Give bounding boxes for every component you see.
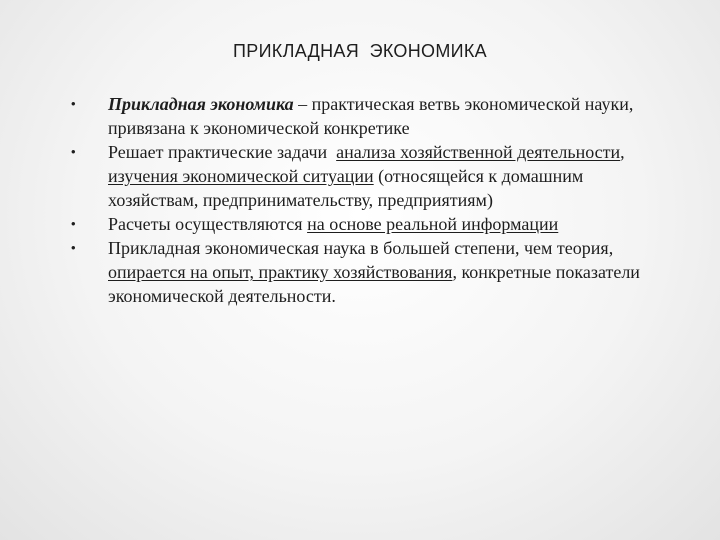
text-segment: , (620, 142, 625, 162)
slide-title: ПРИКЛАДНАЯ ЭКОНОМИКА (233, 41, 487, 61)
text-segment: , конкретные показатели экономической деятельности. (108, 262, 640, 306)
text-segment: Прикладная экономическая наука в большей степени, чем теория, (108, 238, 614, 258)
bullet-dot: • (71, 240, 76, 255)
text-segment: (относящейся к домашним хозяйствам, предпринимательству, предприятиям) (108, 166, 584, 210)
bullet-item-3 (71, 212, 653, 236)
text-segment: Расчеты осуществляются (108, 214, 308, 234)
bullet-item-1 (71, 92, 653, 140)
text-segment: – практическая ветвь экономической науки, привязана к экономической конкретике (108, 94, 634, 138)
bullet-dot: • (71, 144, 76, 159)
text-segment: Решает практические задачи (108, 142, 337, 162)
bullet-item-4 (71, 236, 653, 308)
bullet-list (71, 92, 653, 308)
underlined-phrase: изучения экономической ситуации (108, 166, 374, 186)
underlined-phrase: на основе реальной информации (307, 214, 559, 234)
bullet-item-2 (71, 140, 653, 212)
bullet-dot: • (71, 96, 76, 111)
bullet-dot: • (71, 216, 76, 231)
underlined-phrase: опирается на опыт, практику хозяйствования (108, 262, 453, 282)
term-applied-economics: Прикладная экономика (108, 94, 294, 114)
underlined-phrase: анализа хозяйственной деятельности (336, 142, 621, 162)
